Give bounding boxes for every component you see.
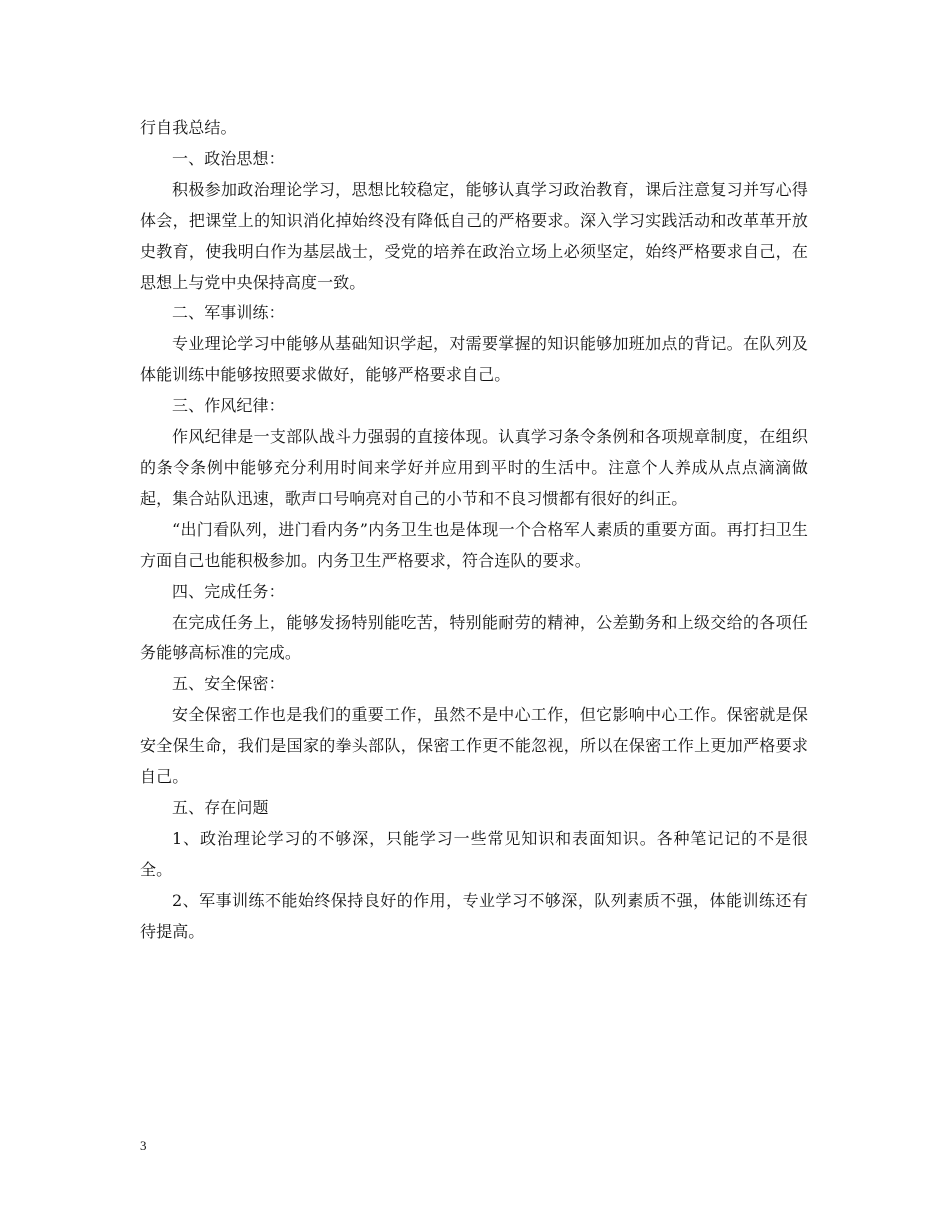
- paragraph-task-completion: 在完成任务上，能够发扬特别能吃苦，特别能耐劳的精神，公差勤务和上级交给的各项任务能够高标准的完成。: [140, 612, 808, 663]
- heading-discipline: 三、作风纪律：: [172, 396, 285, 416]
- heading-task-completion: 四、完成任务：: [172, 581, 285, 601]
- heading-political-thought: 一、政治思想：: [172, 148, 285, 168]
- heading-problems: 五、存在问题: [172, 797, 269, 817]
- paragraph-security: 安全保密工作也是我们的重要工作，虽然不是中心工作，但它影响中心工作。保密就是保安全保生命，我们是国家的拳头部队，保密工作更不能忽视，所以在保密工作上更加严格要求自己。: [140, 705, 808, 787]
- paragraph-continuation: 行自我总结。: [140, 118, 237, 137]
- page-number: 3: [140, 1138, 147, 1153]
- paragraph-political-thought: 积极参加政治理论学习，思想比较稳定，能够认真学习政治教育，课后注意复习并写心得体会，把课堂上的知识消化掉始终没有降低自己的严格要求。深入学习实践活动和改革革开放史教育，使我明白作为基层战士，受党的培养在政治立场上必须坚定，始终严格要求自己，在思想上与党中央保持高度一致。: [140, 179, 808, 292]
- paragraph-housekeeping: “出门看队列，进门看内务”内务卫生也是体现一个合格军人素质的重要方面。再打扫卫生方面自己也能积极参加。内务卫生严格要求，符合连队的要求。: [140, 519, 808, 570]
- heading-security: 五、安全保密：: [172, 674, 285, 694]
- paragraph-discipline: 作风纪律是一支部队战斗力强弱的直接体现。认真学习条令条例和各项规章制度，在组织的条令条例中能够充分利用时间来学好并应用到平时的生活中。注意个人养成从点点滴滴做起，集合站队迅速，歌声口号响亮对自己的小节和不良习惯都有很好的纠正。: [140, 427, 808, 508]
- heading-military-training: 二、军事训练：: [172, 303, 285, 323]
- document-body: [140, 113, 808, 947]
- paragraph-military-training: 专业理论学习中能够从基础知识学起，对需要掌握的知识能够加班加点的背记。在队列及体能训练中能够按照要求做好，能够严格要求自己。: [140, 334, 808, 385]
- list-item-problem-2: 2、军事训练不能始终保持良好的作用，专业学习不够深，队列素质不强，体能训练还有待提高。: [140, 890, 808, 941]
- list-item-problem-1: 1、政治理论学习的不够深，只能学习一些常见知识和表面知识。各种笔记记的不是很全。: [140, 828, 808, 879]
